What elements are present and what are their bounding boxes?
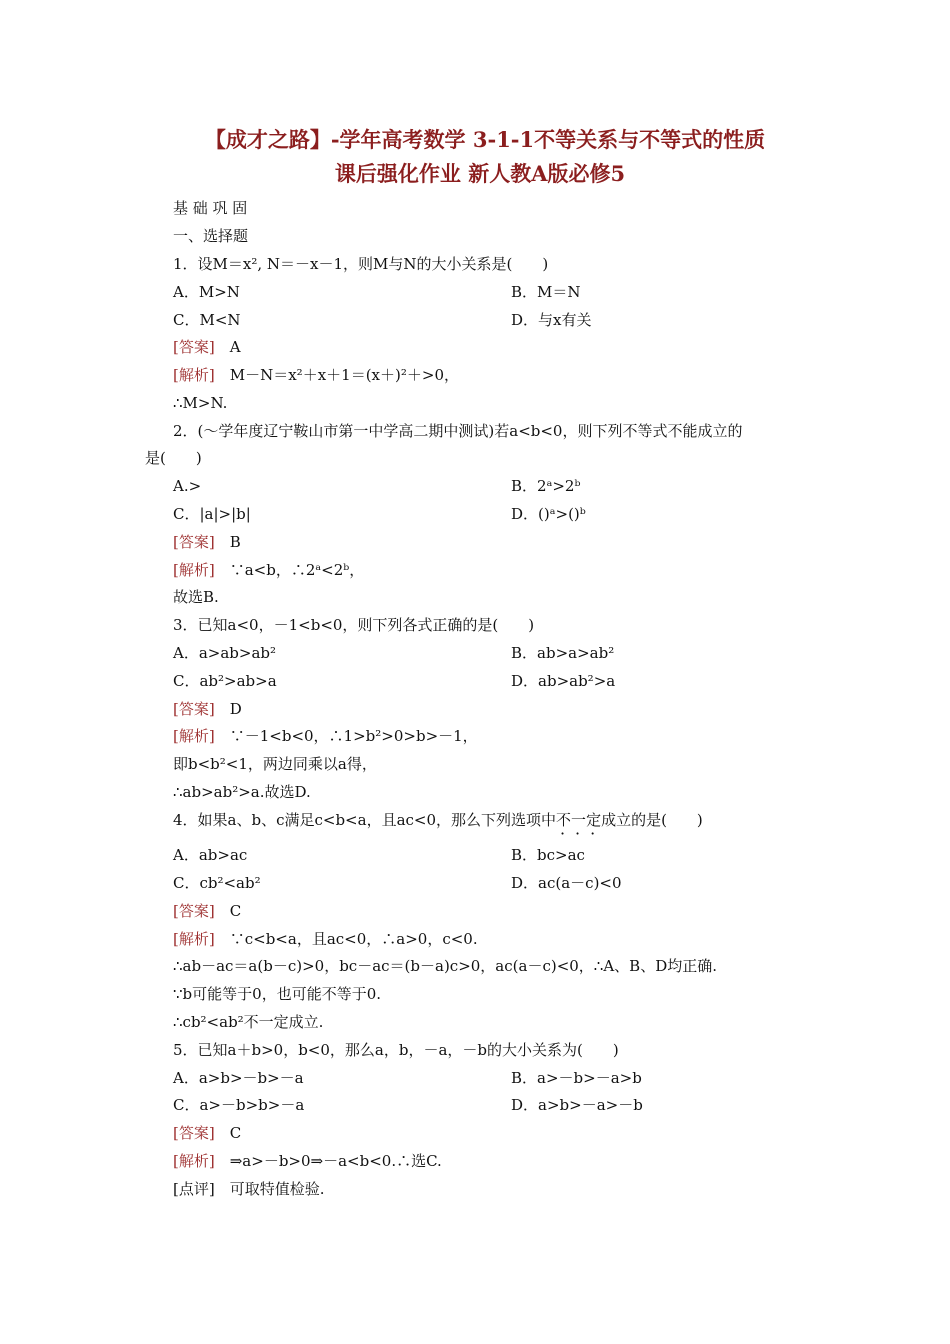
q2-option-a: A.> bbox=[173, 477, 202, 495]
analysis-label: [解析] bbox=[173, 727, 215, 745]
q4-stem-post: 成立的是( ) bbox=[601, 811, 703, 829]
q5-analysis-text: ⇒a>－b>0⇒－a<b<0.∴选C. bbox=[229, 1152, 442, 1170]
doc-title-line1: 【成才之路】-学年高考数学 3-1-1不等关系与不等式的性质 bbox=[204, 127, 766, 152]
q5-stem: 5．已知a＋b>0，b<0，那么a，b，－a，－b的大小关系为( ) bbox=[173, 1041, 619, 1059]
q4-analysis-line3: ∵b可能等于0，也可能不等于0. bbox=[173, 985, 382, 1003]
analysis-label: [解析] bbox=[173, 366, 215, 384]
q4-option-d: D．ac(a－c)<0 bbox=[511, 874, 622, 892]
q2-option-b: B．2ᵃ>2ᵇ bbox=[511, 477, 581, 495]
q4-emphasis-char: 一 bbox=[571, 811, 587, 829]
q4-analysis-line2: ∴ab－ac＝a(b－c)>0，bc－ac＝(b－a)c>0，ac(a－c)<0，∴A、B、D均正确. bbox=[173, 957, 718, 975]
q2-analysis-text: ∵a<b，∴2ᵃ<2ᵇ， bbox=[229, 561, 365, 579]
q4-analysis bbox=[173, 928, 478, 950]
answer-label: [答案] bbox=[173, 700, 215, 718]
q3-analysis-text: ∵－1<b<0，∴1>b²>0>b>－1， bbox=[229, 727, 478, 745]
q1-analysis bbox=[173, 364, 459, 386]
q3-analysis bbox=[173, 725, 478, 747]
answer-label: [答案] bbox=[173, 338, 215, 356]
q3-answer-value: D bbox=[229, 700, 242, 718]
q1-answer-value: A bbox=[229, 338, 241, 356]
section-subheading: 一、选择题 bbox=[173, 227, 249, 245]
q5-answer bbox=[173, 1122, 241, 1144]
q1-analysis-text: M－N＝x²＋x＋1＝(x＋)²＋>0， bbox=[229, 366, 459, 384]
q4-option-b: B．bc>ac bbox=[511, 846, 585, 864]
q5-comment-text: 可取特值检验. bbox=[229, 1180, 325, 1198]
section-heading: 基 础 巩 固 bbox=[173, 199, 248, 217]
q5-analysis bbox=[173, 1150, 442, 1172]
answer-label: [答案] bbox=[173, 1124, 215, 1142]
q2-option-d: D．()ᵃ>()ᵇ bbox=[511, 505, 586, 523]
q4-answer-value: C bbox=[229, 902, 242, 920]
q3-analysis-line2: 即b<b²<1，两边同乘以a得， bbox=[173, 755, 377, 773]
comment-label: [点评] bbox=[173, 1180, 215, 1198]
q2-answer-value: B bbox=[229, 533, 241, 551]
q4-option-a: A．ab>ac bbox=[173, 846, 248, 864]
q1-option-d: D．与x有关 bbox=[511, 311, 592, 329]
analysis-label: [解析] bbox=[173, 930, 215, 948]
q1-option-b: B．M＝N bbox=[511, 283, 581, 301]
q3-stem: 3．已知a<0，－1<b<0，则下列各式正确的是( ) bbox=[173, 616, 535, 634]
q4-answer bbox=[173, 900, 241, 922]
q3-conclusion: ∴ab>ab²>a.故选D. bbox=[173, 783, 311, 801]
q4-emphasis-char: 不 bbox=[556, 811, 572, 829]
q3-answer bbox=[173, 698, 242, 720]
q3-option-a: A．a>ab>ab² bbox=[173, 644, 277, 662]
q1-option-c: C．M<N bbox=[173, 311, 241, 329]
q2-conclusion: 故选B. bbox=[173, 588, 219, 606]
q5-option-b: B．a>－b>－a>b bbox=[511, 1069, 642, 1087]
q4-conclusion: ∴cb²<ab²不一定成立. bbox=[173, 1013, 324, 1031]
analysis-label: [解析] bbox=[173, 1152, 215, 1170]
q4-option-c: C．cb²<ab² bbox=[173, 874, 261, 892]
q4-stem bbox=[173, 809, 703, 831]
doc-title-line2: 课后强化作业 新人教A版必修5 bbox=[334, 161, 626, 186]
analysis-label: [解析] bbox=[173, 561, 215, 579]
q1-conclusion: ∴M>N. bbox=[173, 394, 228, 412]
q5-comment bbox=[173, 1178, 325, 1200]
q2-stem-cont: 是( ) bbox=[145, 449, 202, 467]
q5-option-c: C．a>－b>b>－a bbox=[173, 1096, 305, 1114]
q5-option-d: D．a>b>－a>－b bbox=[511, 1096, 643, 1114]
q5-answer-value: C bbox=[229, 1124, 242, 1142]
answer-label: [答案] bbox=[173, 533, 215, 551]
q4-stem-pre: 4．如果a、b、c满足c<b<a，且ac<0，那么下列选项中 bbox=[173, 811, 557, 829]
q5-option-a: A．a>b>－b>－a bbox=[173, 1069, 304, 1087]
q4-emphasis-char: 定 bbox=[586, 811, 602, 829]
q2-option-c: C．|a|>|b| bbox=[173, 505, 251, 523]
q3-option-c: C．ab²>ab>a bbox=[173, 672, 277, 690]
q1-option-a: A．M>N bbox=[173, 283, 240, 301]
q2-stem: 2．(～学年度辽宁鞍山市第一中学高二期中测试)若a<b<0，则下列不等式不能成立的 bbox=[173, 422, 743, 440]
q2-analysis bbox=[173, 559, 364, 581]
q4-analysis-text: ∵c<b<a，且ac<0，∴a>0，c<0. bbox=[229, 930, 478, 948]
q2-answer bbox=[173, 531, 241, 553]
q3-option-b: B．ab>a>ab² bbox=[511, 644, 615, 662]
q1-stem: 1．设M＝x², N＝－x－1，则M与N的大小关系是( ) bbox=[173, 255, 549, 273]
q3-option-d: D．ab>ab²>a bbox=[511, 672, 616, 690]
answer-label: [答案] bbox=[173, 902, 215, 920]
q1-answer bbox=[173, 336, 241, 358]
